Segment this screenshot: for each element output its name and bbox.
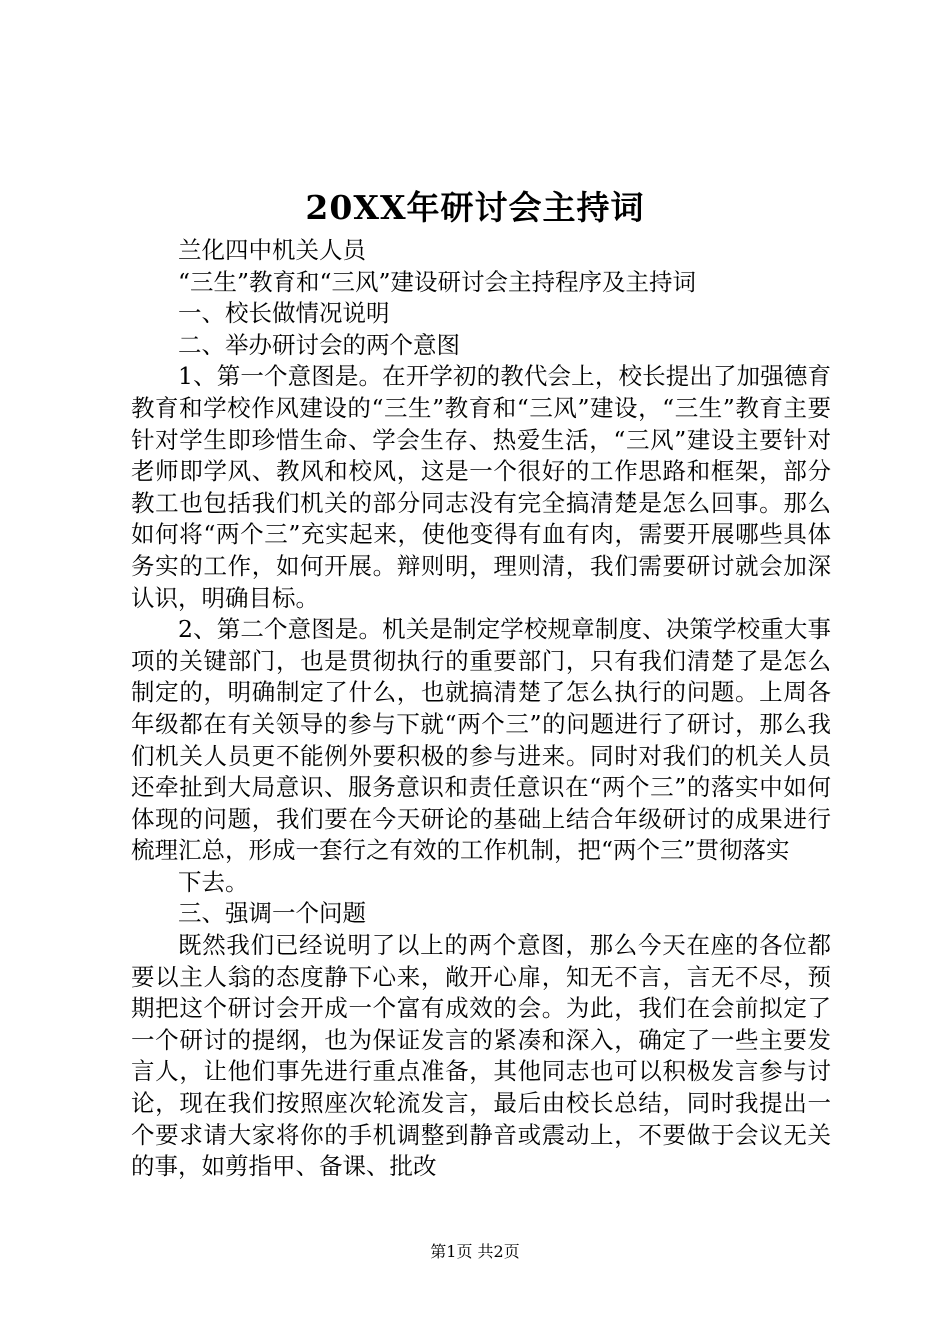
document-title: 20XX年研讨会主持词 bbox=[305, 188, 645, 227]
paragraph: 兰化四中机关人员 bbox=[178, 236, 366, 264]
document-body bbox=[131, 235, 831, 1183]
paragraph: 下去。 bbox=[178, 867, 249, 896]
paragraph: 三、强调一个问题 bbox=[178, 899, 366, 928]
page-number-footer: 第1页 共2页 bbox=[430, 1242, 520, 1261]
paragraph: 二、举办研讨会的两个意图 bbox=[178, 330, 460, 359]
paragraph: 1、第一个意图是。在开学初的教代会上，校长提出了加强德育教育和学校作风建设的“三生”教育和“三风”建设，“三生”教育主要针对学生即珍惜生命、学会生存、热爱生活，“三风”建设主要针对老师即学风、教风和校风，这是一个很好的工作思路和框架，部分教工也包括我们机关的部分同志没有完全搞清楚是怎么回事。那么如何将“两个三”充实起来，使他变得有血有肉，需要开展哪些具体务实的工作，如何开展。辩则明，理则清，我们需要研讨就会加深认识，明确目标。 bbox=[131, 362, 831, 612]
paragraph: 2、第二个意图是。机关是制定学校规章制度、决策学校重大事项的关键部门，也是贯彻执行的重要部门，只有我们清楚了是怎么制定的，明确制定了什么，也就搞清楚了怎么执行的问题。上周各年级都在有关领导的参与下就“两个三”的问题进行了研讨，那么我们机关人员更不能例外要积极的参与进来。同时对我们的机关人员还牵扯到大局意识、服务意识和责任意识在“两个三”的落实中如何体现的问题，我们要在今天研论的基础上结合年级研讨的成果进行梳理汇总，形成一套行之有效的工作机制，把“两个三”贯彻落实 bbox=[131, 615, 831, 865]
paragraph: 一、校长做情况说明 bbox=[178, 299, 390, 328]
paragraph: “三生”教育和“三风”建设研讨会主持程序及主持词 bbox=[178, 267, 697, 296]
paragraph: 既然我们已经说明了以上的两个意图，那么今天在座的各位都要以主人翁的态度静下心来，敞开心扉，知无不言，言无不尽，预期把这个研讨会开成一个富有成效的会。为此，我们在会前拟定了一个研讨的提纲，也为保证发言的紧凑和深入，确定了一些主要发言人，让他们事先进行重点准备，其他同志也可以积极发言参与讨论，现在我们按照座次轮流发言，最后由校长总结，同时我提出一个要求请大家将你的手机调整到静音或震动上，不要做于会议无关的事，如剪指甲、备课、批改 bbox=[131, 931, 831, 1181]
